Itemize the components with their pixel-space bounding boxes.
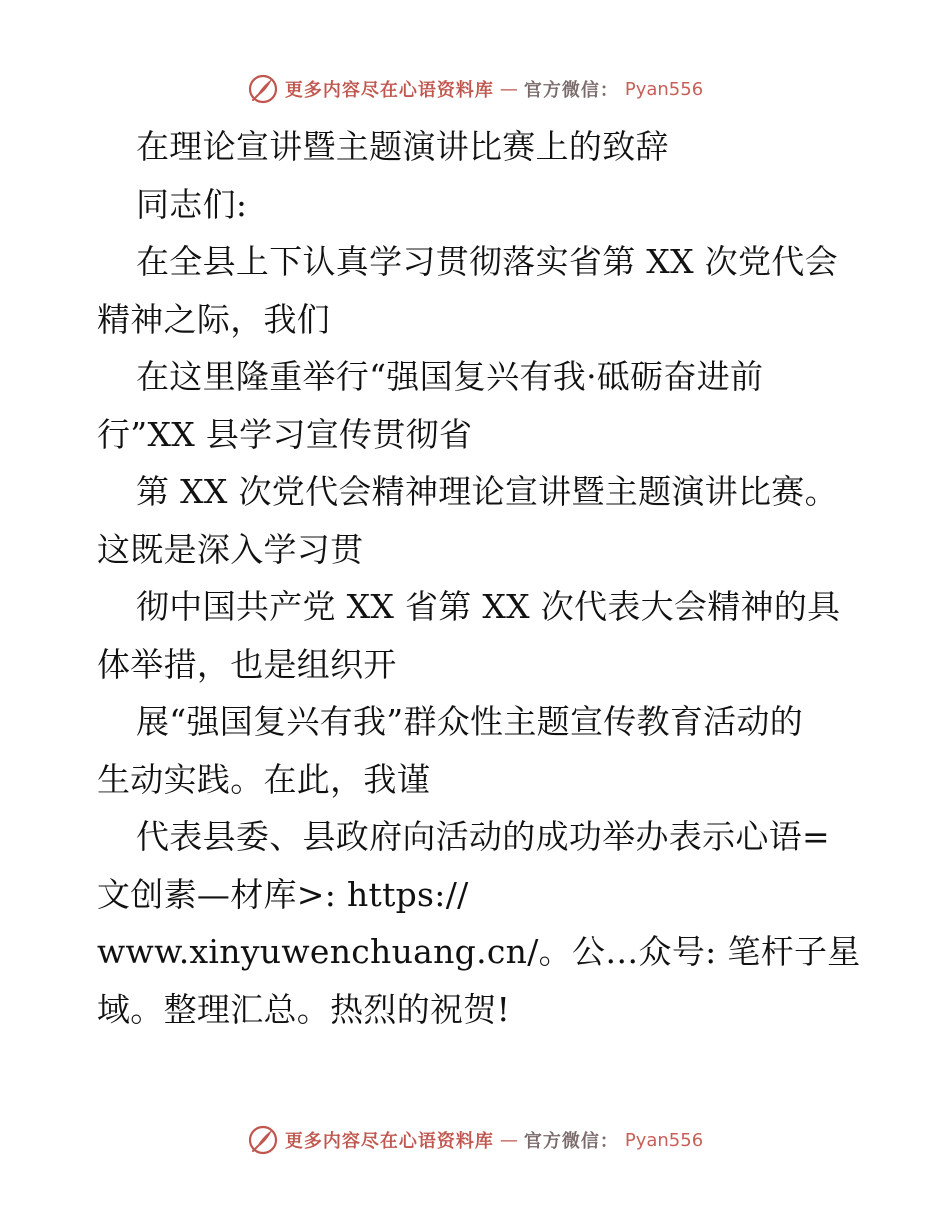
document-title: 在理论宣讲暨主题演讲比赛上的致辞 bbox=[136, 127, 669, 166]
body-line: 代表县委、县政府向活动的成功举办表示心语= bbox=[136, 817, 830, 856]
body-line: 精神之际，我们 bbox=[97, 299, 331, 339]
salutation: 同志们: bbox=[136, 184, 248, 224]
body-line: 在全县上下认真学习贯彻落实省第 XX 次党代会 bbox=[136, 242, 838, 281]
body-line: www.xinyuwenchuang.cn/。公…众号: 笔杆子星 bbox=[97, 932, 861, 971]
body-line: 彻中国共产党 XX 省第 XX 次代表大会精神的具 bbox=[136, 587, 841, 626]
body-line: 展“强国复兴有我”群众性主题宣传教育活动的 bbox=[136, 702, 804, 741]
quill-pen-circle-icon bbox=[247, 1124, 279, 1156]
banner-slogan: 更多内容尽在心语资料库 bbox=[284, 80, 494, 101]
document-body bbox=[97, 118, 861, 1038]
body-line: 文创素—材库>: https:// bbox=[97, 874, 469, 914]
body-line: 行”XX 县学习宣传贯彻省 bbox=[97, 414, 473, 454]
body-line: 在这里隆重举行“强国复兴有我·砥砺奋进前 bbox=[136, 357, 764, 396]
quill-pen-circle-icon bbox=[247, 73, 279, 105]
body-line: 第 XX 次党代会精神理论宣讲暨主题演讲比赛。 bbox=[136, 472, 838, 511]
body-line: 这既是深入学习贯 bbox=[97, 529, 364, 569]
banner-wechat-label: 官方微信： bbox=[523, 1131, 619, 1152]
banner-wechat-label: 官方微信： bbox=[523, 80, 619, 101]
banner-wechat-id: Pyan556 bbox=[624, 1129, 704, 1151]
header-banner bbox=[0, 72, 950, 106]
banner-separator: — bbox=[499, 1129, 518, 1151]
banner-slogan: 更多内容尽在心语资料库 bbox=[284, 1131, 494, 1152]
body-line: 域。整理汇总。热烈的祝贺! bbox=[97, 989, 511, 1029]
body-line: 体举措，也是组织开 bbox=[97, 644, 397, 684]
footer-banner bbox=[0, 1123, 950, 1157]
body-line: 生动实践。在此，我谨 bbox=[97, 759, 430, 799]
banner-wechat-id: Pyan556 bbox=[624, 78, 704, 100]
banner-separator: — bbox=[499, 78, 518, 100]
